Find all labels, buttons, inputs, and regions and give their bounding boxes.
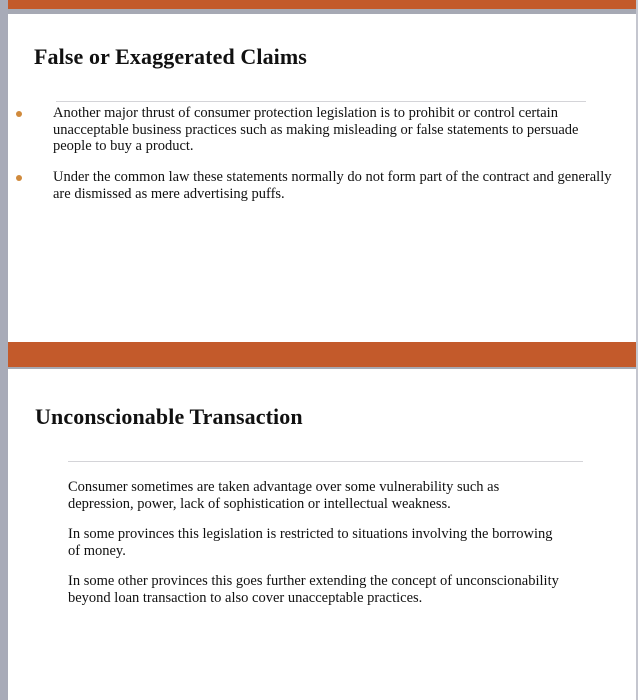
separator-orange-bar (8, 342, 636, 367)
bullet-dot-icon (16, 175, 22, 181)
title-divider (56, 101, 586, 102)
slide-top-band-grey (8, 9, 636, 14)
bullet-text: Another major thrust of consumer protection legislation is to prohibit or control certain unacceptable business practices such as making misleading or false statements to persuade people to buy a product. (53, 105, 579, 154)
slide-unconscionable-transaction (8, 369, 636, 700)
title-divider (68, 461, 583, 462)
slide-title: False or Exaggerated Claims (34, 44, 307, 69)
slide-separator (8, 342, 636, 369)
slide-title: Unconscionable Transaction (35, 404, 303, 429)
paragraph: In some other provinces this goes further extending the concept of unconscionability beyond loan transaction to also cover unacceptable practices. (68, 573, 559, 606)
slide-top-band-orange (8, 0, 636, 9)
paragraph: Consumer sometimes are taken advantage over some vulnerability such as depression, power, lack of sophistication or intellectual weakness. (68, 479, 500, 512)
paragraph: In some provinces this legislation is restricted to situations involving the borrowing of money. (68, 526, 553, 559)
slide-false-claims (8, 0, 636, 342)
left-rail (0, 0, 8, 700)
bullet-dot-icon (16, 111, 22, 117)
bullet-text: Under the common law these statements normally do not form part of the contract and generally are dismissed as mere advertising puffs. (53, 169, 612, 202)
